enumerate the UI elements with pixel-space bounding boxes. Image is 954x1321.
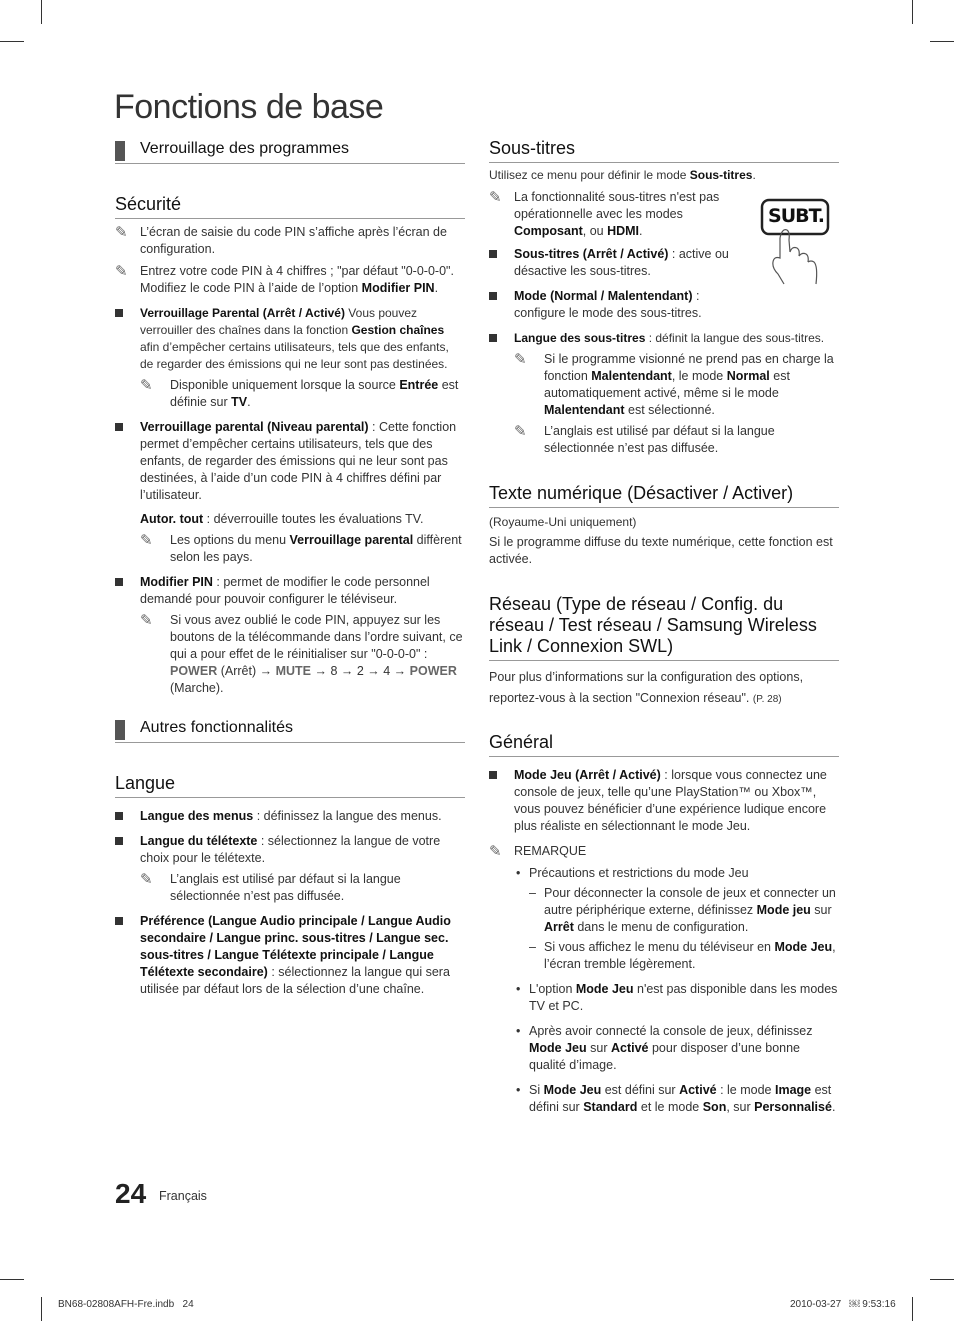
square-bullet-icon (115, 309, 123, 317)
note-item: ✎ Les options du menu Verrouillage parental diffèrent selon les pays. (140, 532, 462, 564)
bullet-item: Mode (Normal / Malentendant) : configure le mode des sous-titres. (489, 288, 744, 322)
note-item: ✎ L’anglais est utilisé par défaut si la langue sélectionnée n’est pas diffusée. (140, 871, 401, 903)
note-item: ✎ La fonctionnalité sous-titres n'est pas opérationnelle avec les modes Composant, ou HDMI. (489, 189, 720, 238)
bullet-item: Mode Jeu (Arrêt / Activé) : lorsque vous connectez une console de jeux, telle qu’une PlayStation™ ou Xbox™, vous pouvez bénéficier d’une expérience ludique encore plus réaliste en sélectionnant le mode Jeu. (489, 767, 839, 835)
note-item: ✎ Entrez votre code PIN à 4 chiffres ; "par défaut "0-0-0-0". Modifiez le code PIN à l’aide de l’option Modifier PIN. (115, 263, 454, 295)
pencil-icon: ✎ (140, 612, 153, 629)
square-bullet-icon (489, 334, 497, 342)
list-item: – Si vous affichez le menu du téléviseur en Mode Jeu, l’écran tremble légèrement. (529, 940, 836, 971)
pencil-icon: ✎ (115, 224, 128, 241)
sous-titres-intro: Utilisez ce menu pour définir le mode Sous-titres. (489, 168, 756, 182)
list-item: – Pour déconnecter la console de jeux et connecter un autre périphérique externe, définissez Mode jeu sur Arrêt dans le menu de configuration. (529, 886, 836, 934)
subt-button-label: SUBT. (768, 205, 824, 227)
square-bullet-icon (115, 423, 123, 431)
heading-texte-numerique: Texte numérique (Désactiver / Activer) (489, 483, 839, 508)
subt-button-illustration (760, 198, 832, 286)
note-item: ✎ L’anglais est utilisé par défaut si la langue sélectionnée n’est pas diffusée. (514, 423, 775, 455)
texte-subtitle: (Royaume-Uni uniquement) (489, 515, 637, 529)
pencil-icon: ✎ (514, 423, 527, 440)
bullet-item: Langue des menus : définissez la langue des menus. (115, 808, 465, 825)
bullet-item: Langue des sous-titres : définit la langue des sous-titres. (489, 330, 839, 347)
remarque-list (514, 865, 839, 1116)
crop-mark (912, 0, 913, 24)
left-column (115, 138, 465, 998)
square-bullet-icon (489, 771, 497, 779)
reseau-body: Pour plus d’informations sur la configuration des options, reportez-vous à la section "Connexion réseau". (P. 28) (489, 670, 804, 705)
crop-mark (0, 1279, 24, 1280)
heading-reseau: Réseau (Type de réseau / Config. du réseau / Test réseau / Samsung Wireless Link / Connexion SWL) (489, 594, 839, 661)
footer-file: BN68-02808AFH-Fre.indb 24 (58, 1299, 194, 1310)
square-bullet-icon (115, 812, 123, 820)
crop-mark (41, 1297, 42, 1321)
note-item: ✎ Disponible uniquement lorsque la source Entrée est définie sur TV. (140, 377, 459, 409)
page-number: 24 (115, 1178, 147, 1209)
heading-sous-titres: Sous-titres (489, 138, 839, 163)
bullet-item: Langue du télétexte : sélectionnez la langue de votre choix pour le télétexte. (115, 833, 465, 867)
pencil-icon: ✎ (140, 871, 153, 888)
pencil-icon: ✎ (115, 263, 128, 280)
square-bullet-icon (115, 917, 123, 925)
note-item: ✎ Si vous avez oublié le code PIN, appuyez sur les boutons de la télécommande dans l’ordre suivant, ce qui a pour effet de le réinitialiser sur "0-0-0-0" : POWER (Arrêt) → MUTE → 8 → 2 → 4 → POWER (Marche). (140, 612, 463, 695)
bullet-item: Verrouillage parental (Niveau parental) : Cette fonction permet d’empêcher certains utilisateurs, tels que des enfants, de regarder des émissions qui ne leur sont pas destinées, à l’aide d’un code PIN à 4 chiffres défini par l’utilisateur. Autor. tout : déverrouille toutes les évaluations TV. (115, 419, 465, 528)
page-language: Français (159, 1189, 207, 1203)
note-item: ✎ REMARQUE (489, 843, 587, 860)
heading-general: Général (489, 732, 839, 757)
bullet-item: Préférence (Langue Audio principale / Langue Audio secondaire / Langue princ. sous-titres / Langue sec. sous-titres / Langue Télétexte principale / Langue Télétexte secondaire) : sélectionnez la langue qui sera utilisée par défaut lors de la sélection d’une chaîne. (115, 913, 465, 998)
bullet-item: Sous-titres (Arrêt / Activé) : active ou désactive les sous-titres. (489, 246, 744, 280)
pencil-icon: ✎ (514, 351, 527, 368)
pencil-icon: ✎ (140, 377, 153, 394)
pencil-icon: ✎ (140, 532, 153, 549)
crop-mark (0, 41, 24, 42)
page-title: Fonctions de base (114, 88, 384, 126)
list-item: • Si Mode Jeu est défini sur Activé : le mode Image est défini sur Standard et le mode Son, sur Personnalisé. (516, 1083, 836, 1114)
crop-mark (912, 1297, 913, 1321)
heading-securite: Sécurité (115, 194, 465, 219)
footer-timestamp: 2010-03-27 ￼ 9:53:16 (790, 1299, 896, 1310)
crop-mark (930, 41, 954, 42)
pencil-icon: ✎ (489, 843, 502, 860)
square-bullet-icon (115, 837, 123, 845)
square-bullet-icon (489, 292, 497, 300)
heading-langue: Langue (115, 773, 465, 798)
crop-mark (41, 0, 42, 24)
texte-body: Si le programme diffuse du texte numérique, cette fonction est activée. (489, 535, 833, 566)
note-item: ✎ L’écran de saisie du code PIN s’affiche après l’écran de configuration. (115, 224, 447, 256)
bullet-item: Modifier PIN : permet de modifier le code personnel demandé pour pouvoir configurer le téléviseur. (115, 574, 465, 608)
square-bullet-icon (489, 250, 497, 258)
list-item: • Précautions et restrictions du mode Jeu (516, 866, 749, 880)
square-bullet-icon (115, 578, 123, 586)
list-item: • Après avoir connecté la console de jeux, définissez Mode Jeu sur Activé pour disposer d’une bonne qualité d’image. (516, 1024, 813, 1072)
bullet-item: Verrouillage Parental (Arrêt / Activé) Vous pouvez verrouiller des chaînes dans la fonction Gestion chaînes afin d’empêcher certains utilisateurs, tels que des enfants, de regarder des émissions qui ne leur sont pas destinées. (115, 305, 465, 373)
section-header-verrouillage: Verrouillage des programmes (115, 138, 465, 164)
crop-mark (930, 1279, 954, 1280)
section-header-autres: Autres fonctionnalités (115, 717, 465, 743)
note-item: ✎ Si le programme visionné ne prend pas en charge la fonction Malentendant, le mode Normal est automatiquement activé, même si le mode Malentendant est sélectionné. (514, 351, 834, 417)
list-item: • L'option Mode Jeu n'est pas disponible dans les modes TV et PC. (516, 982, 838, 1013)
pencil-icon: ✎ (489, 189, 502, 206)
